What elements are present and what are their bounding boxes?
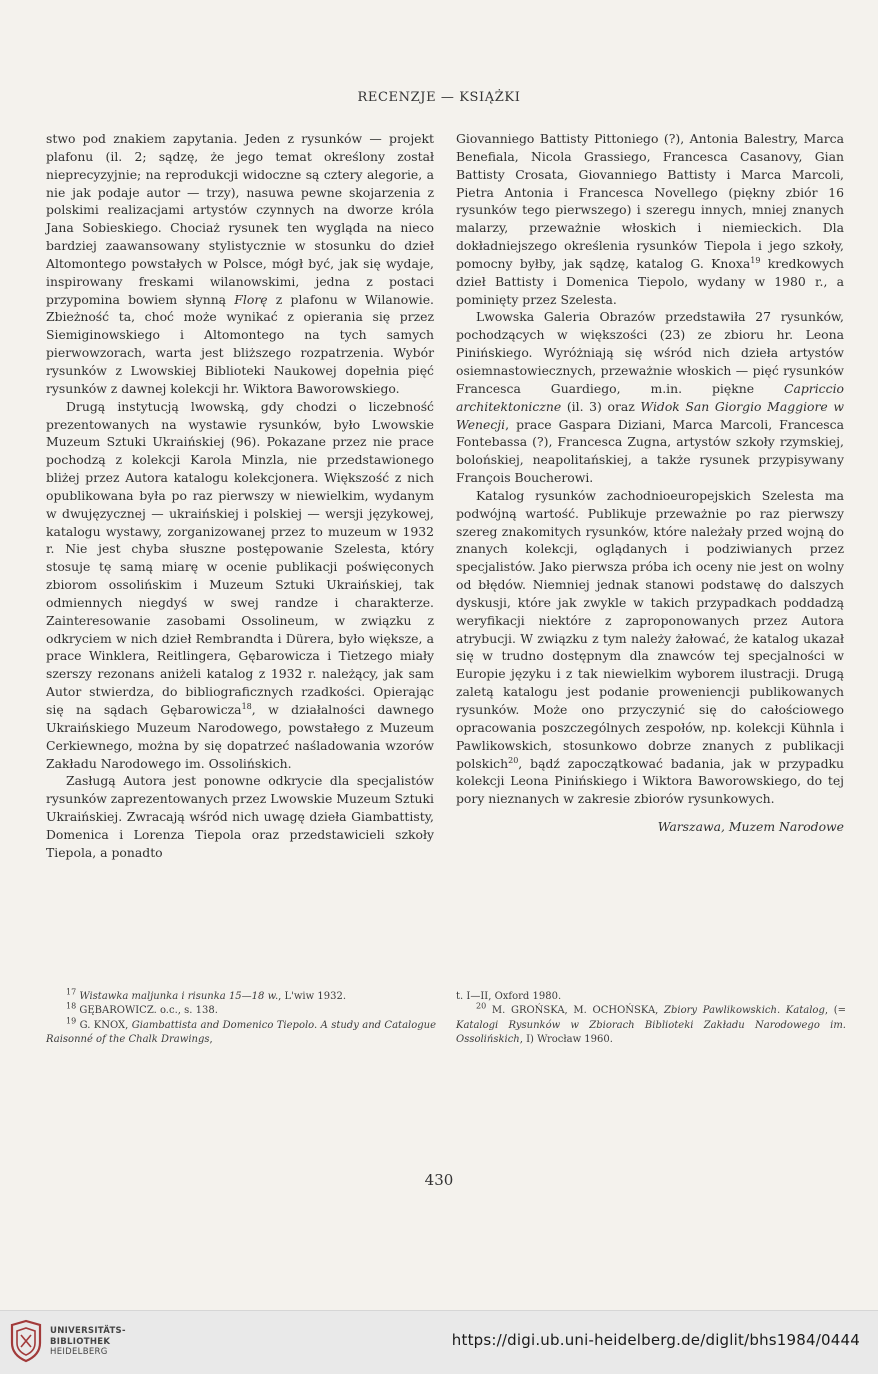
author-affiliation: Warszawa, Muzem Narodowe bbox=[657, 819, 844, 835]
left-paragraph-2: Drugą instytucją lwowską, gdy chodzi o liczebność prezentowanych na wystawie rysunków, było Lwowskie Muzeum Sztuki Ukraińskiej (96). Pokazane przez nie prace pochodzą z kolekcji Karola Minzla, nie przedstawionego bliżej przez Autora katalogu kolekcjonera. Większość z nich opublikowana była po raz pierwszy w niewielkim, wydanym w dwujęzycznej — ukraińskiej i polskiej — wersji językowej, katalogu wystawy, zorganizowanej przez to muzeum w 1932 r. Nie jest chyba słuszne postępowanie Szelesta, który stosuje tę samą miarę w ocenie publikacji poświęconych zbiorom ossolińskim i Muzeum Sztuki Ukraińskiej, tak odmiennych niegdyś w swej randze i charakterze. Zainteresowanie zasobami Ossolineum, w związku z odkryciem w nich dzieł Rembrandta i Dürera, było większe, a prace Winklera, Reitlingera, Gębarowicza i Tietzego miały szerszy rezonans aniżeli katalog z 1932 r. należący, jak sam Autor stwierdza, do bibliograficznych rzadkości. Opierając się na sądach Gębarowicza$^{18}$, w działalności dawnego Ukraińskiego Muzeum Narodowego, powstałego z Muzeum Cerkiewnego, można by się dopatrzeć naśladowania wzorów Zakładu Narodowego im. Ossolińskich. bbox=[46, 398, 434, 771]
footnote-18: $^{18}$ GĘBAROWICZ. o.c., s. 138. bbox=[66, 1001, 218, 1017]
left-paragraph-1: stwo pod znakiem zapytania. Jeden z rysunków — projekt plafonu (il. 2; sądzę, że jego temat określony został nieprecyzyjnie; na reprodukcji widoczne są cztery alegorie, a nie jak podaje autor — trzy), nasuwa pewne skojarzenia z polskimi realizacjami artystów czynnych na dworze króla Jana Sobieskiego. Chociaż rysunek ten wygląda na nieco bardziej zaawansowany stylistycznie w stosunku do dzieł Altomontego powstałych w Polsce, mógł być, jak się wydaje, inspirowany freskami wilanowskimi, jedna z postaci przypomina bowiem słynną Florę z plafonu w Wilanowie. Zbieżność ta, choć może wynikać z opierania się przez Siemiginowskiego i Altomontego na tych samych pierwowzorach, warta jest bliższego rozpatrzenia. Wybór rysunków z Lwowskiej Biblioteki Naukowej dopełnia pięć rysunków z dawnej kolekcji hr. Wiktora Baworowskiego. bbox=[46, 131, 434, 396]
right-paragraph-3: Katalog rysunków zachodnioeuropejskich Szelesta ma podwójną wartość. Publikuje przeważnie po raz pierwszy szereg znakomitych rysunków, które należały przed wojną do znanych kolekcji, oglądanych i podziwianych przez specjalistów. Jako pierwsza próba ich oceny nie jest on wolny od błędów. Niemniej jednak stanowi podstawę do dalszych dyskusji, które jak zwykle w takich przypadkach poddadzą weryfikacji niektóre z zaproponowanych przez Autora atrybucji. W związku z tym należy żałować, że katalog ukazał się w trudno dostępnym dla znawców tej specjalności w Europie języku i z tak niewielkim wyborem ilustracji. Drugą zaletą katalogu jest podanie proweniencji publikowanych rysunków. Może ono przyczynić się do całościowego opracowania poszczególnych zespołów, np. kolekcji Kühnla i Pawlikowskich, stosunkowo dobrze znanych z publikacji polskich$^{20}$, bądź zapoczątkować badania, jak w przypadku kolekcji Leona Pinińskiego i Wiktora Baworowskiego, do tej pory nieznanych w zakresie zbiorów rysunkowych. bbox=[456, 487, 844, 807]
library-name-line-2: BIBLIOTHEK bbox=[50, 1336, 111, 1347]
right-paragraph-2: Lwowska Galeria Obrazów przedstawiła 27 rysunków, pochodzących w większości (23) ze zbioru hr. Leona Pinińskiego. Wyróżniają się wśród nich dzieła artystów osiemnastowiecznych, przeważnie włoskich — pięć rysunków Francesca Guardiego, m.in. piękne Capriccio architektoniczne (il. 3) oraz Widok San Giorgio Maggiore w Wenecji, prace Gaspara Diziani, Marca Marcoli, Francesca Fontebassa (?), Francesca Zugna, artystów szkoły rzymskiej, bolońskiej, neapolitańskiej, a także rysunek przypisywany François Boucherowi. bbox=[456, 309, 844, 486]
footnote-20: $^{20}$ M. GROŃSKA, M. OCHOŃSKA, Zbiory Pawlikowskich. Katalog, (= Katalogi Rysunków w Zbiorach Biblioteki Zakładu Narodowego im. Ossolińskich, I) Wrocław 1960. bbox=[456, 1001, 846, 1045]
library-name-line-3: HEIDELBERG bbox=[50, 1347, 108, 1357]
footnote-17: $^{17}$ Wistawka maljunka i risunka 15—18 w., L'wiw 1932. bbox=[66, 987, 346, 1002]
right-paragraph-1: Giovanniego Battisty Pittoniego (?), Antonia Balestry, Marca Benefiala, Nicola Grassiego, Francesca Casanovy, Gian Battisty Crosata, Giovanniego Battisty i Marca Marcoli, Pietra Antonia i Francesca Novellego (piękny zbiór 16 rysunków tego pierwszego) i szeregu innych, mniej znanych malarzy, przeważnie włoskich i niemieckich. Dla dokładniejszego określenia rysunków Tiepola i jego szkoły, pomocny byłby, jak sądzę, katalog G. Knoxa$^{19}$ kredkowych dzieł Battisty i Domenica Tiepolo, wydany w 1980 r., a pominięty przez Szelesta. bbox=[456, 131, 844, 307]
left-text-column bbox=[46, 130, 434, 862]
viewer-footer-bar bbox=[0, 1310, 878, 1374]
footnotes-left bbox=[46, 987, 437, 1047]
page-number: 430 bbox=[424, 1171, 454, 1189]
footnotes-right bbox=[456, 990, 846, 1047]
university-seal-logo-icon[interactable] bbox=[8, 1319, 44, 1363]
library-name[interactable] bbox=[50, 1326, 126, 1358]
left-paragraph-3: Zasługą Autora jest ponowne odkrycie dla specjalistów rysunków zaprezentowanych przez Lwowskie Muzeum Sztuki Ukraińskiej. Zwracają wśród nich uwagę dzieła Giambattisty, Domenica i Lorenza Tiepola oraz przedstawicieli szkoły Tiepola, a ponadto bbox=[46, 773, 434, 860]
permalink-url[interactable]: https://digi.ub.uni-heidelberg.de/diglit/bhs1984/0444 bbox=[451, 1331, 860, 1349]
footnote-19-continued: t. I—II, Oxford 1980. bbox=[456, 991, 562, 1002]
right-text-column bbox=[456, 130, 844, 836]
library-name-line-1: UNIVERSITÄTS- bbox=[50, 1326, 126, 1336]
footnote-19: $^{19}$ G. KNOX, Giambattista and Domenico Tiepolo. A study and Catalogue Raisonné of the Chalk Drawings, bbox=[46, 1016, 437, 1045]
running-header: RECENZJE — KSIĄŻKI bbox=[357, 90, 521, 105]
